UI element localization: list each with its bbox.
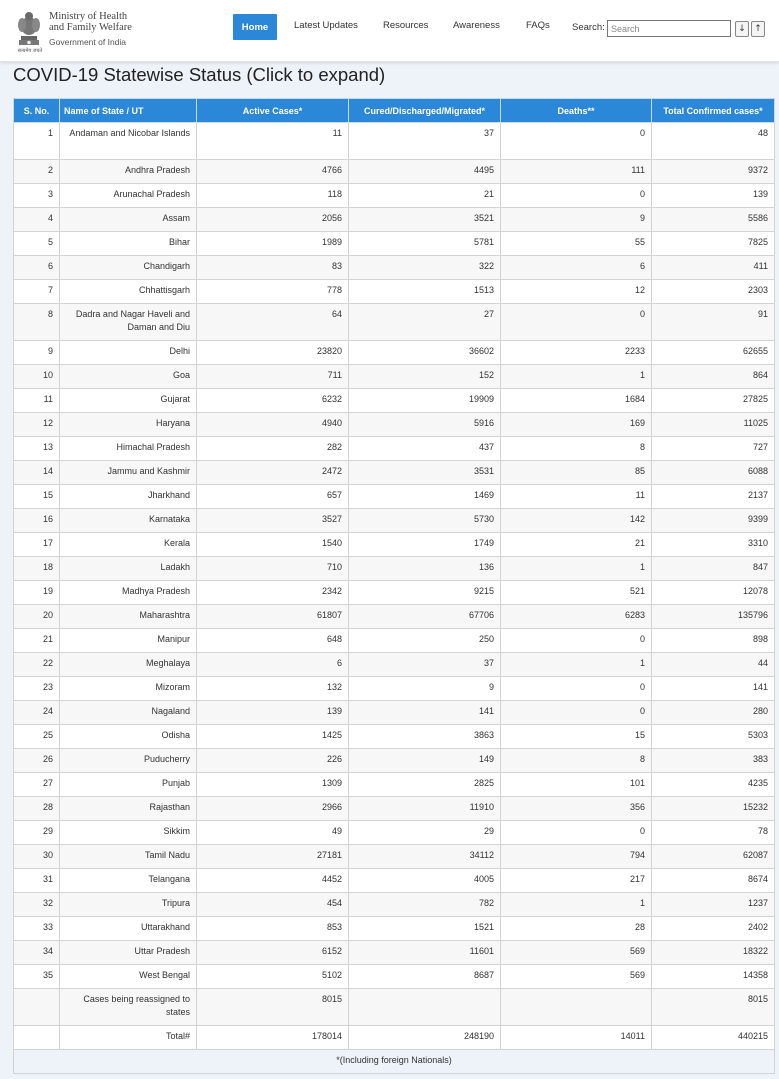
cell-total: 135796 xyxy=(652,605,775,629)
cell-sno: 20 xyxy=(14,605,60,629)
col-header-cured: Cured/Discharged/Migrated* xyxy=(349,99,501,123)
table-row[interactable] xyxy=(14,485,775,509)
cell-active: 657 xyxy=(197,485,349,509)
cell-deaths: 521 xyxy=(501,581,652,605)
cell-cured: 67706 xyxy=(349,605,501,629)
cell-total: 8015 xyxy=(652,989,775,1026)
cell-total: 6088 xyxy=(652,461,775,485)
col-header-total: Total Confirmed cases* xyxy=(652,99,775,123)
cell-cured: 9 xyxy=(349,677,501,701)
cell-total: 12078 xyxy=(652,581,775,605)
cell-cured: 136 xyxy=(349,557,501,581)
cell-active: 4452 xyxy=(197,869,349,893)
cell-sno: 16 xyxy=(14,509,60,533)
cell-sno: 12 xyxy=(14,413,60,437)
cell-state-name: Madhya Pradesh xyxy=(60,581,197,605)
cell-total: 280 xyxy=(652,701,775,725)
scroll-up-button[interactable]: ↑ xyxy=(751,21,765,37)
cell-total: 11025 xyxy=(652,413,775,437)
cell-deaths: 0 xyxy=(501,304,652,341)
cell-cured: 3531 xyxy=(349,461,501,485)
cell-cured: 37 xyxy=(349,653,501,677)
cell-active: 49 xyxy=(197,821,349,845)
col-header-active: Active Cases* xyxy=(197,99,349,123)
cell-active: 2056 xyxy=(197,208,349,232)
cell-state-name: Uttarakhand xyxy=(60,917,197,941)
cell-sno: 25 xyxy=(14,725,60,749)
nav-awareness[interactable]: Awareness xyxy=(453,20,500,31)
cell-state-name: Karnataka xyxy=(60,509,197,533)
cell-deaths: 0 xyxy=(501,629,652,653)
cell-state-name: Bihar xyxy=(60,232,197,256)
cell-total: 2137 xyxy=(652,485,775,509)
table-row[interactable] xyxy=(14,365,775,389)
cell-deaths: 15 xyxy=(501,725,652,749)
cell-total: 2402 xyxy=(652,917,775,941)
cell-cured: 152 xyxy=(349,365,501,389)
cell-state-name: Uttar Pradesh xyxy=(60,941,197,965)
cell-active: 27181 xyxy=(197,845,349,869)
table-row[interactable] xyxy=(14,232,775,256)
table-row[interactable] xyxy=(14,701,775,725)
table-body xyxy=(14,123,775,1074)
cell-sno: 10 xyxy=(14,365,60,389)
cell-sno: 1 xyxy=(14,123,60,160)
cell-active: 6152 xyxy=(197,941,349,965)
main-content xyxy=(0,62,779,1079)
cell-deaths: 0 xyxy=(501,677,652,701)
cell-total: 91 xyxy=(652,304,775,341)
cell-total: 141 xyxy=(652,677,775,701)
cell-sno: 34 xyxy=(14,941,60,965)
cell-cured: 3521 xyxy=(349,208,501,232)
cell-deaths: 1684 xyxy=(501,389,652,413)
cell-deaths: 169 xyxy=(501,413,652,437)
cell-active: 132 xyxy=(197,677,349,701)
cell-cured: 4495 xyxy=(349,160,501,184)
cell-sno: 4 xyxy=(14,208,60,232)
cell-cured: 149 xyxy=(349,749,501,773)
cell-active: 711 xyxy=(197,365,349,389)
cell-state-name: Total# xyxy=(60,1026,197,1050)
table-row[interactable] xyxy=(14,509,775,533)
cell-sno: 3 xyxy=(14,184,60,208)
cell-total: 5303 xyxy=(652,725,775,749)
cell-active: 61807 xyxy=(197,605,349,629)
cell-deaths: 12 xyxy=(501,280,652,304)
cell-active: 1989 xyxy=(197,232,349,256)
col-header-deaths: Deaths** xyxy=(501,99,652,123)
cell-deaths: 11 xyxy=(501,485,652,509)
cell-active: 1425 xyxy=(197,725,349,749)
cell-active: 1309 xyxy=(197,773,349,797)
table-row[interactable] xyxy=(14,629,775,653)
cell-sno: 23 xyxy=(14,677,60,701)
table-row[interactable] xyxy=(14,123,775,160)
cell-active: 3527 xyxy=(197,509,349,533)
cell-active: 648 xyxy=(197,629,349,653)
table-row[interactable] xyxy=(14,605,775,629)
cell-total: 5586 xyxy=(652,208,775,232)
table-row[interactable] xyxy=(14,869,775,893)
cell-total: 847 xyxy=(652,557,775,581)
cell-sno: 19 xyxy=(14,581,60,605)
cell-state-name: Manipur xyxy=(60,629,197,653)
cell-deaths: 28 xyxy=(501,917,652,941)
table-row[interactable] xyxy=(14,581,775,605)
cell-total: 8674 xyxy=(652,869,775,893)
cell-active: 6232 xyxy=(197,389,349,413)
cell-active: 282 xyxy=(197,437,349,461)
cell-state-name: Dadra and Nagar Haveli and Daman and Diu xyxy=(60,304,197,341)
cell-total: 27825 xyxy=(652,389,775,413)
cell-state-name: Puducherry xyxy=(60,749,197,773)
cell-sno: 26 xyxy=(14,749,60,773)
table-row[interactable] xyxy=(14,184,775,208)
table-footnote: *(Including foreign Nationals) xyxy=(14,1050,775,1074)
cell-active: 4940 xyxy=(197,413,349,437)
cell-sno: 5 xyxy=(14,232,60,256)
cell-total: 78 xyxy=(652,821,775,845)
cell-active: 2342 xyxy=(197,581,349,605)
cell-deaths: 569 xyxy=(501,941,652,965)
table-row[interactable] xyxy=(14,941,775,965)
cell-cured: 27 xyxy=(349,304,501,341)
cell-state-name: Sikkim xyxy=(60,821,197,845)
cell-cured: 4005 xyxy=(349,869,501,893)
ministry-name xyxy=(49,11,144,33)
cell-cured: 1469 xyxy=(349,485,501,509)
table-row[interactable] xyxy=(14,304,775,341)
cell-state-name: Jammu and Kashmir xyxy=(60,461,197,485)
table-row[interactable] xyxy=(14,749,775,773)
cell-sno: 22 xyxy=(14,653,60,677)
cell-cured: 2825 xyxy=(349,773,501,797)
cell-sno: 29 xyxy=(14,821,60,845)
cell-sno: 35 xyxy=(14,965,60,989)
table-row[interactable] xyxy=(14,845,775,869)
cell-deaths: 6283 xyxy=(501,605,652,629)
cell-state-name: Chandigarh xyxy=(60,256,197,280)
cell-total: 864 xyxy=(652,365,775,389)
cell-sno: 18 xyxy=(14,557,60,581)
cell-sno: 6 xyxy=(14,256,60,280)
cell-total: 1237 xyxy=(652,893,775,917)
cell-cured: 37 xyxy=(349,123,501,160)
cell-cured: 11601 xyxy=(349,941,501,965)
cell-cured: 9215 xyxy=(349,581,501,605)
cell-active: 178014 xyxy=(197,1026,349,1050)
scroll-down-button[interactable]: ↓ xyxy=(735,21,749,37)
cell-state-name: Tripura xyxy=(60,893,197,917)
cell-active: 139 xyxy=(197,701,349,725)
cell-active: 5102 xyxy=(197,965,349,989)
cell-active: 23820 xyxy=(197,341,349,365)
table-row[interactable] xyxy=(14,533,775,557)
cell-total: 898 xyxy=(652,629,775,653)
table-row[interactable] xyxy=(14,917,775,941)
cell-cured: 5916 xyxy=(349,413,501,437)
table-row[interactable] xyxy=(14,677,775,701)
top-header xyxy=(0,0,779,62)
cell-active: 778 xyxy=(197,280,349,304)
cell-active: 11 xyxy=(197,123,349,160)
cell-total: 383 xyxy=(652,749,775,773)
cell-deaths: 85 xyxy=(501,461,652,485)
cell-state-name: Himachal Pradesh xyxy=(60,437,197,461)
cell-state-name: Andaman and Nicobar Islands xyxy=(60,123,197,160)
table-row[interactable] xyxy=(14,821,775,845)
cell-deaths: 21 xyxy=(501,533,652,557)
cell-sno: 31 xyxy=(14,869,60,893)
cell-state-name: West Bengal xyxy=(60,965,197,989)
cell-deaths: 0 xyxy=(501,701,652,725)
cell-state-name: Ladakh xyxy=(60,557,197,581)
table-row[interactable] xyxy=(14,965,775,989)
cell-total: 9372 xyxy=(652,160,775,184)
cell-deaths: 111 xyxy=(501,160,652,184)
table-row[interactable] xyxy=(14,389,775,413)
nav-resources[interactable]: Resources xyxy=(383,20,429,31)
ministry-logo[interactable] xyxy=(12,6,134,56)
cell-cured xyxy=(349,989,501,1026)
cell-cured: 1521 xyxy=(349,917,501,941)
cell-sno: 11 xyxy=(14,389,60,413)
logo-line-2: and Family Welfare xyxy=(49,22,132,33)
cell-cured: 36602 xyxy=(349,341,501,365)
cell-deaths: 8 xyxy=(501,749,652,773)
cell-total: 4235 xyxy=(652,773,775,797)
table-header-row xyxy=(14,99,775,123)
cell-deaths: 0 xyxy=(501,123,652,160)
search-input[interactable] xyxy=(607,20,731,37)
cell-cured: 1749 xyxy=(349,533,501,557)
cell-sno xyxy=(14,1026,60,1050)
col-header-sno: S. No. xyxy=(14,99,60,123)
cell-state-name: Rajasthan xyxy=(60,797,197,821)
logo-line-1: Ministry of Health xyxy=(49,11,128,22)
cell-deaths: 356 xyxy=(501,797,652,821)
cell-cured: 34112 xyxy=(349,845,501,869)
cell-state-name: Assam xyxy=(60,208,197,232)
cell-sno: 28 xyxy=(14,797,60,821)
table-row[interactable] xyxy=(14,280,775,304)
cell-sno: 30 xyxy=(14,845,60,869)
cell-active: 1540 xyxy=(197,533,349,557)
cell-deaths: 6 xyxy=(501,256,652,280)
cell-cured: 3863 xyxy=(349,725,501,749)
cell-active: 2472 xyxy=(197,461,349,485)
cell-state-name: Telangana xyxy=(60,869,197,893)
table-row[interactable] xyxy=(14,1026,775,1050)
cell-deaths: 1 xyxy=(501,557,652,581)
table-row[interactable] xyxy=(14,341,775,365)
table-row[interactable] xyxy=(14,893,775,917)
cell-total: 139 xyxy=(652,184,775,208)
cell-state-name: Nagaland xyxy=(60,701,197,725)
cell-sno: 9 xyxy=(14,341,60,365)
nav-faqs[interactable]: FAQs xyxy=(526,20,550,31)
cell-deaths: 2233 xyxy=(501,341,652,365)
table-row[interactable] xyxy=(14,989,775,1026)
cell-total: 7825 xyxy=(652,232,775,256)
cell-total: 727 xyxy=(652,437,775,461)
cell-active: 710 xyxy=(197,557,349,581)
cell-sno: 7 xyxy=(14,280,60,304)
cell-deaths: 794 xyxy=(501,845,652,869)
emblem-motto: सत्यमेव जयते xyxy=(17,48,43,54)
cell-deaths: 0 xyxy=(501,821,652,845)
cell-state-name: Odisha xyxy=(60,725,197,749)
cell-deaths: 101 xyxy=(501,773,652,797)
cell-cured: 437 xyxy=(349,437,501,461)
cell-sno: 33 xyxy=(14,917,60,941)
cell-deaths: 9 xyxy=(501,208,652,232)
nav-latest-updates[interactable]: Latest Updates xyxy=(294,20,358,31)
cell-active: 118 xyxy=(197,184,349,208)
cell-active: 8015 xyxy=(197,989,349,1026)
cell-state-name: Punjab xyxy=(60,773,197,797)
cell-sno: 27 xyxy=(14,773,60,797)
cell-state-name: Mizoram xyxy=(60,677,197,701)
cell-total: 44 xyxy=(652,653,775,677)
cell-total: 3310 xyxy=(652,533,775,557)
cell-cured: 19909 xyxy=(349,389,501,413)
cell-sno xyxy=(14,989,60,1026)
cell-state-name: Meghalaya xyxy=(60,653,197,677)
cell-deaths xyxy=(501,989,652,1026)
cell-deaths: 0 xyxy=(501,184,652,208)
table-row[interactable] xyxy=(14,256,775,280)
cell-deaths: 1 xyxy=(501,893,652,917)
cell-total: 440215 xyxy=(652,1026,775,1050)
cell-active: 6 xyxy=(197,653,349,677)
cell-deaths: 8 xyxy=(501,437,652,461)
table-row[interactable] xyxy=(14,461,775,485)
cell-cured: 21 xyxy=(349,184,501,208)
cell-total: 62087 xyxy=(652,845,775,869)
cell-total: 9399 xyxy=(652,509,775,533)
cell-active: 454 xyxy=(197,893,349,917)
cell-total: 62655 xyxy=(652,341,775,365)
cell-deaths: 217 xyxy=(501,869,652,893)
cell-active: 226 xyxy=(197,749,349,773)
cell-state-name: Gujarat xyxy=(60,389,197,413)
table-row[interactable] xyxy=(14,557,775,581)
cell-deaths: 1 xyxy=(501,365,652,389)
cell-cured: 29 xyxy=(349,821,501,845)
cell-state-name: Chhattisgarh xyxy=(60,280,197,304)
cell-state-name: Jharkhand xyxy=(60,485,197,509)
cell-total: 14358 xyxy=(652,965,775,989)
cell-cured: 782 xyxy=(349,893,501,917)
cell-active: 83 xyxy=(197,256,349,280)
cell-sno: 24 xyxy=(14,701,60,725)
cell-total: 48 xyxy=(652,123,775,160)
table-row[interactable] xyxy=(14,208,775,232)
cell-state-name: Haryana xyxy=(60,413,197,437)
cell-deaths: 55 xyxy=(501,232,652,256)
cell-cured: 141 xyxy=(349,701,501,725)
cell-state-name: Arunachal Pradesh xyxy=(60,184,197,208)
cell-total: 18322 xyxy=(652,941,775,965)
cell-sno: 17 xyxy=(14,533,60,557)
page-title[interactable]: COVID-19 Statewise Status (Click to expand) xyxy=(13,64,386,85)
statewise-table xyxy=(13,98,775,1074)
cell-sno: 15 xyxy=(14,485,60,509)
cell-sno: 14 xyxy=(14,461,60,485)
cell-state-name: Goa xyxy=(60,365,197,389)
cell-state-name: Delhi xyxy=(60,341,197,365)
table-row[interactable] xyxy=(14,725,775,749)
cell-deaths: 142 xyxy=(501,509,652,533)
table-row[interactable] xyxy=(14,160,775,184)
table-row[interactable] xyxy=(14,437,775,461)
logo-line-3: Government of India xyxy=(49,37,127,47)
cell-active: 4766 xyxy=(197,160,349,184)
cell-sno: 21 xyxy=(14,629,60,653)
cell-sno: 8 xyxy=(14,304,60,341)
table-row[interactable] xyxy=(14,797,775,821)
cell-sno: 2 xyxy=(14,160,60,184)
cell-cured: 248190 xyxy=(349,1026,501,1050)
cell-total: 411 xyxy=(652,256,775,280)
cell-cured: 11910 xyxy=(349,797,501,821)
cell-state-name: Kerala xyxy=(60,533,197,557)
cell-active: 64 xyxy=(197,304,349,341)
cell-cured: 322 xyxy=(349,256,501,280)
cell-total: 2303 xyxy=(652,280,775,304)
cell-total: 15232 xyxy=(652,797,775,821)
cell-sno: 13 xyxy=(14,437,60,461)
cell-state-name: Tamil Nadu xyxy=(60,845,197,869)
search-label: Search: xyxy=(572,22,605,33)
cell-cured: 1513 xyxy=(349,280,501,304)
cell-cured: 5730 xyxy=(349,509,501,533)
cell-deaths: 14011 xyxy=(501,1026,652,1050)
table-row[interactable] xyxy=(14,413,775,437)
nav-home[interactable]: Home xyxy=(233,14,277,40)
cell-sno: 32 xyxy=(14,893,60,917)
cell-deaths: 1 xyxy=(501,653,652,677)
cell-cured: 5781 xyxy=(349,232,501,256)
table-row[interactable] xyxy=(14,653,775,677)
cell-cured: 8687 xyxy=(349,965,501,989)
col-header-state: Name of State / UT xyxy=(60,99,197,123)
cell-deaths: 569 xyxy=(501,965,652,989)
table-row[interactable] xyxy=(14,773,775,797)
cell-active: 2966 xyxy=(197,797,349,821)
cell-state-name: Cases being reassigned to states xyxy=(60,989,197,1026)
cell-state-name: Maharashtra xyxy=(60,605,197,629)
cell-cured: 250 xyxy=(349,629,501,653)
cell-state-name: Andhra Pradesh xyxy=(60,160,197,184)
table-footnote-row xyxy=(14,1050,775,1074)
cell-active: 853 xyxy=(197,917,349,941)
